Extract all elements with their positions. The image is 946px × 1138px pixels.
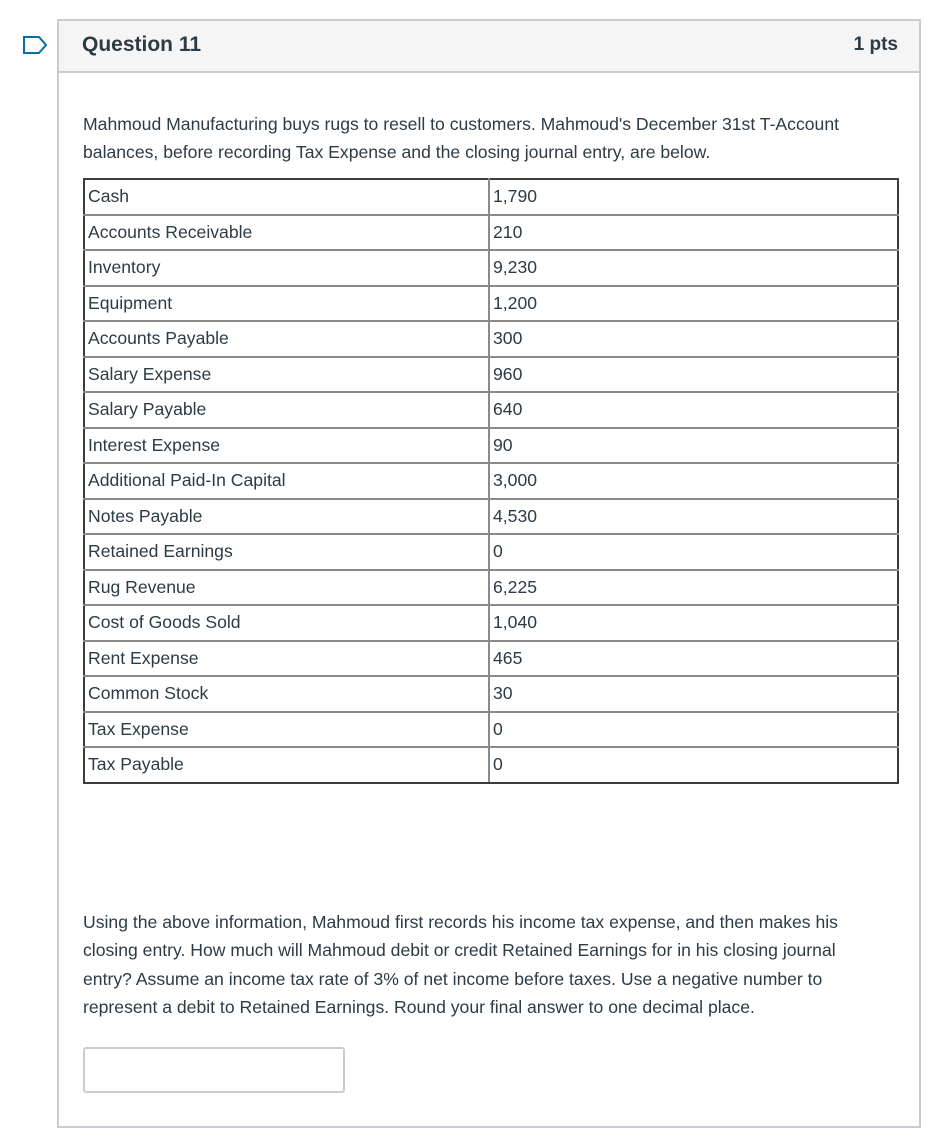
account-name-cell: Notes Payable — [84, 499, 489, 535]
account-value-cell: 300 — [489, 321, 898, 357]
table-row — [84, 499, 898, 535]
account-value-cell: 90 — [489, 428, 898, 464]
account-value-cell: 3,000 — [489, 463, 898, 499]
account-name-cell: Rent Expense — [84, 641, 489, 677]
account-name-cell: Salary Expense — [84, 357, 489, 393]
account-value-cell: 4,530 — [489, 499, 898, 535]
account-name-cell: Cost of Goods Sold — [84, 605, 489, 641]
account-value-cell: 465 — [489, 641, 898, 677]
account-value-cell: 1,040 — [489, 605, 898, 641]
question-card — [57, 19, 921, 1128]
account-name-cell: Cash — [84, 179, 489, 215]
table-row — [84, 641, 898, 677]
table-row — [84, 676, 898, 712]
table-row — [84, 250, 898, 286]
account-name-cell: Rug Revenue — [84, 570, 489, 606]
account-name-cell: Tax Payable — [84, 747, 489, 783]
table-row — [84, 179, 898, 215]
account-name-cell: Tax Expense — [84, 712, 489, 748]
table-row — [84, 392, 898, 428]
question-title: Question 11 — [82, 33, 202, 56]
question-intro-text: Mahmoud Manufacturing buys rugs to resell to customers. Mahmoud's December 31st T-Account balances, before recording Tax Expense and the closing journal entry, are below. — [83, 114, 839, 162]
table-row — [84, 570, 898, 606]
account-name-cell: Accounts Receivable — [84, 215, 489, 251]
table-row — [84, 286, 898, 322]
account-value-cell: 1,790 — [489, 179, 898, 215]
account-name-cell: Salary Payable — [84, 392, 489, 428]
account-name-cell: Accounts Payable — [84, 321, 489, 357]
account-value-cell: 30 — [489, 676, 898, 712]
table-row — [84, 321, 898, 357]
account-name-cell: Inventory — [84, 250, 489, 286]
account-value-cell: 9,230 — [489, 250, 898, 286]
account-name-cell: Additional Paid-In Capital — [84, 463, 489, 499]
table-row — [84, 534, 898, 570]
account-name-cell: Retained Earnings — [84, 534, 489, 570]
account-value-cell: 640 — [489, 392, 898, 428]
account-name-cell: Interest Expense — [84, 428, 489, 464]
account-value-cell: 0 — [489, 747, 898, 783]
table-row — [84, 747, 898, 783]
table-row — [84, 428, 898, 464]
account-balances-table — [83, 178, 899, 784]
table-row — [84, 605, 898, 641]
account-value-cell: 0 — [489, 534, 898, 570]
flag-question-icon[interactable] — [22, 35, 48, 55]
table-row — [84, 463, 898, 499]
account-value-cell: 6,225 — [489, 570, 898, 606]
account-value-cell: 210 — [489, 215, 898, 251]
table-row — [84, 712, 898, 748]
account-name-cell: Common Stock — [84, 676, 489, 712]
table-row — [84, 215, 898, 251]
account-value-cell: 0 — [489, 712, 898, 748]
question-prompt-text: Using the above information, Mahmoud first records his income tax expense, and then makes his closing entry. How much will Mahmoud debit or credit Retained Earnings for in his closing journal entry? Assume an income tax rate of 3% of net income before taxes. Use a negative number to represent a debit to Retained Earnings. Round your final answer to one decimal place. — [83, 912, 838, 1018]
account-name-cell: Equipment — [84, 286, 489, 322]
question-points: 1 pts — [853, 34, 898, 55]
account-value-cell: 960 — [489, 357, 898, 393]
table-row — [84, 357, 898, 393]
answer-input[interactable] — [83, 1047, 345, 1093]
account-value-cell: 1,200 — [489, 286, 898, 322]
question-header — [59, 21, 919, 73]
